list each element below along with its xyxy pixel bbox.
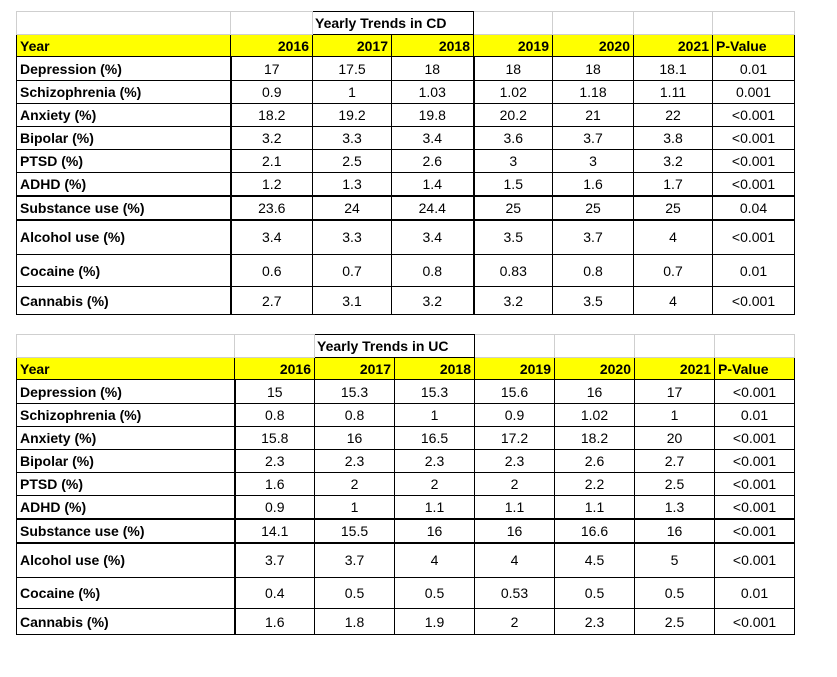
value-cell: 1.02 bbox=[555, 404, 635, 427]
value-cell: 15.3 bbox=[315, 380, 395, 404]
value-cell: 18 bbox=[474, 57, 553, 81]
table-row bbox=[17, 255, 795, 287]
value-cell: 15 bbox=[235, 380, 315, 404]
value-cell: 3.4 bbox=[231, 220, 313, 255]
p-value-cell: <0.001 bbox=[713, 173, 795, 196]
value-cell: 24 bbox=[313, 196, 392, 220]
row-label: Alcohol use (%) bbox=[17, 220, 231, 255]
row-label: Substance use (%) bbox=[17, 519, 235, 543]
row-label: Bipolar (%) bbox=[17, 450, 235, 473]
blank-cell bbox=[635, 335, 715, 358]
p-value-cell: 0.04 bbox=[713, 196, 795, 220]
value-cell: 1.2 bbox=[231, 173, 313, 196]
row-label: Substance use (%) bbox=[17, 196, 231, 220]
p-value-cell: 0.001 bbox=[713, 81, 795, 104]
value-cell: 2.5 bbox=[635, 609, 715, 635]
header-2017: 2017 bbox=[315, 358, 395, 380]
p-value-cell: 0.01 bbox=[715, 578, 795, 609]
value-cell: 1.1 bbox=[555, 496, 635, 519]
header-row bbox=[17, 35, 795, 57]
blank-cell bbox=[17, 12, 231, 35]
value-cell: 18.2 bbox=[231, 104, 313, 127]
row-label: Cannabis (%) bbox=[17, 287, 231, 315]
value-cell: 2.6 bbox=[392, 150, 474, 173]
value-cell: 2 bbox=[475, 473, 555, 496]
value-cell: 3.2 bbox=[392, 287, 474, 315]
value-cell: 18 bbox=[392, 57, 474, 81]
header-year: Year bbox=[17, 358, 235, 380]
table-row bbox=[17, 519, 795, 543]
header-2021: 2021 bbox=[635, 358, 715, 380]
table-row bbox=[17, 609, 795, 635]
value-cell: 17 bbox=[231, 57, 313, 81]
value-cell: 2.3 bbox=[235, 450, 315, 473]
row-label: ADHD (%) bbox=[17, 173, 231, 196]
value-cell: 0.8 bbox=[315, 404, 395, 427]
value-cell: 1.6 bbox=[553, 173, 634, 196]
table-row bbox=[17, 450, 795, 473]
value-cell: 0.9 bbox=[475, 404, 555, 427]
p-value-cell: <0.001 bbox=[715, 380, 795, 404]
value-cell: 1.11 bbox=[634, 81, 713, 104]
value-cell: 3.4 bbox=[392, 127, 474, 150]
value-cell: 2.6 bbox=[555, 450, 635, 473]
header-year: Year bbox=[17, 35, 231, 57]
value-cell: 3 bbox=[474, 150, 553, 173]
value-cell: 2.1 bbox=[231, 150, 313, 173]
table-row bbox=[17, 404, 795, 427]
value-cell: 4 bbox=[475, 543, 555, 578]
value-cell: 15.6 bbox=[475, 380, 555, 404]
value-cell: 3.7 bbox=[315, 543, 395, 578]
row-label: PTSD (%) bbox=[17, 150, 231, 173]
table-title: Yearly Trends in CD bbox=[313, 12, 474, 35]
p-value-cell: <0.001 bbox=[715, 519, 795, 543]
p-value-cell: <0.001 bbox=[715, 609, 795, 635]
value-cell: 1.1 bbox=[475, 496, 555, 519]
value-cell: 0.53 bbox=[475, 578, 555, 609]
table-title-row bbox=[17, 335, 795, 358]
value-cell: 18 bbox=[553, 57, 634, 81]
value-cell: 0.5 bbox=[315, 578, 395, 609]
value-cell: 15.5 bbox=[315, 519, 395, 543]
value-cell: 0.8 bbox=[553, 255, 634, 287]
value-cell: 0.8 bbox=[235, 404, 315, 427]
value-cell: 2.3 bbox=[315, 450, 395, 473]
value-cell: 16.5 bbox=[395, 427, 475, 450]
value-cell: 3.7 bbox=[553, 220, 634, 255]
row-label: Cocaine (%) bbox=[17, 578, 235, 609]
value-cell: 3.2 bbox=[634, 150, 713, 173]
table-row bbox=[17, 196, 795, 220]
header-2019: 2019 bbox=[474, 35, 553, 57]
value-cell: 2.7 bbox=[635, 450, 715, 473]
blank-cell bbox=[231, 12, 313, 35]
value-cell: 0.5 bbox=[395, 578, 475, 609]
value-cell: 0.5 bbox=[555, 578, 635, 609]
cd-trends-table bbox=[16, 11, 795, 315]
table-row bbox=[17, 543, 795, 578]
value-cell: 2.3 bbox=[475, 450, 555, 473]
value-cell: 0.83 bbox=[474, 255, 553, 287]
row-label: Bipolar (%) bbox=[17, 127, 231, 150]
value-cell: 23.6 bbox=[231, 196, 313, 220]
p-value-cell: <0.001 bbox=[713, 287, 795, 315]
table-row bbox=[17, 427, 795, 450]
row-label: Depression (%) bbox=[17, 380, 235, 404]
value-cell: 0.8 bbox=[392, 255, 474, 287]
row-label: Depression (%) bbox=[17, 57, 231, 81]
header-2018: 2018 bbox=[395, 358, 475, 380]
value-cell: 1 bbox=[395, 404, 475, 427]
value-cell: 24.4 bbox=[392, 196, 474, 220]
table-row bbox=[17, 380, 795, 404]
value-cell: 1 bbox=[635, 404, 715, 427]
p-value-cell: <0.001 bbox=[715, 543, 795, 578]
value-cell: 1.18 bbox=[553, 81, 634, 104]
p-value-cell: <0.001 bbox=[713, 104, 795, 127]
value-cell: 16 bbox=[475, 519, 555, 543]
value-cell: 3.3 bbox=[313, 220, 392, 255]
value-cell: 3.1 bbox=[313, 287, 392, 315]
value-cell: 25 bbox=[634, 196, 713, 220]
value-cell: 1.02 bbox=[474, 81, 553, 104]
value-cell: 25 bbox=[553, 196, 634, 220]
header-2020: 2020 bbox=[553, 35, 634, 57]
value-cell: 1.6 bbox=[235, 609, 315, 635]
value-cell: 4 bbox=[634, 220, 713, 255]
row-label: ADHD (%) bbox=[17, 496, 235, 519]
value-cell: 16 bbox=[555, 380, 635, 404]
blank-cell bbox=[713, 12, 795, 35]
value-cell: 2.5 bbox=[313, 150, 392, 173]
value-cell: 0.9 bbox=[231, 81, 313, 104]
table-row bbox=[17, 81, 795, 104]
table-row bbox=[17, 287, 795, 315]
uc-trends-table bbox=[16, 334, 795, 635]
value-cell: 18.1 bbox=[634, 57, 713, 81]
header-2021: 2021 bbox=[634, 35, 713, 57]
blank-cell bbox=[474, 12, 553, 35]
value-cell: 1.03 bbox=[392, 81, 474, 104]
blank-cell bbox=[555, 335, 635, 358]
table-row bbox=[17, 127, 795, 150]
value-cell: 25 bbox=[474, 196, 553, 220]
p-value-cell: 0.01 bbox=[713, 255, 795, 287]
value-cell: 2.5 bbox=[635, 473, 715, 496]
p-value-cell: 0.01 bbox=[715, 404, 795, 427]
value-cell: 1.8 bbox=[315, 609, 395, 635]
table-title: Yearly Trends in UC bbox=[315, 335, 475, 358]
row-label: Cannabis (%) bbox=[17, 609, 235, 635]
value-cell: 0.4 bbox=[235, 578, 315, 609]
value-cell: 15.3 bbox=[395, 380, 475, 404]
value-cell: 17 bbox=[635, 380, 715, 404]
header-2020: 2020 bbox=[555, 358, 635, 380]
value-cell: 2 bbox=[315, 473, 395, 496]
table-row bbox=[17, 57, 795, 81]
header-p-value: P-Value bbox=[715, 358, 795, 380]
header-2019: 2019 bbox=[475, 358, 555, 380]
p-value-cell: <0.001 bbox=[715, 496, 795, 519]
header-2017: 2017 bbox=[313, 35, 392, 57]
row-label: Schizophrenia (%) bbox=[17, 404, 235, 427]
table-row bbox=[17, 173, 795, 196]
value-cell: 19.8 bbox=[392, 104, 474, 127]
table-row bbox=[17, 496, 795, 519]
value-cell: 16 bbox=[635, 519, 715, 543]
value-cell: 16.6 bbox=[555, 519, 635, 543]
value-cell: 18.2 bbox=[555, 427, 635, 450]
value-cell: 3.5 bbox=[553, 287, 634, 315]
p-value-cell: <0.001 bbox=[713, 150, 795, 173]
value-cell: 5 bbox=[635, 543, 715, 578]
value-cell: 4.5 bbox=[555, 543, 635, 578]
p-value-cell: 0.01 bbox=[713, 57, 795, 81]
value-cell: 3.2 bbox=[231, 127, 313, 150]
value-cell: 14.1 bbox=[235, 519, 315, 543]
value-cell: 0.7 bbox=[313, 255, 392, 287]
value-cell: 3 bbox=[553, 150, 634, 173]
value-cell: 2.3 bbox=[395, 450, 475, 473]
value-cell: 3.3 bbox=[313, 127, 392, 150]
value-cell: 2.2 bbox=[555, 473, 635, 496]
value-cell: 16 bbox=[315, 427, 395, 450]
p-value-cell: <0.001 bbox=[715, 450, 795, 473]
value-cell: 20.2 bbox=[474, 104, 553, 127]
value-cell: 3.5 bbox=[474, 220, 553, 255]
value-cell: 2.7 bbox=[231, 287, 313, 315]
row-label: Alcohol use (%) bbox=[17, 543, 235, 578]
value-cell: 2 bbox=[395, 473, 475, 496]
value-cell: 21 bbox=[553, 104, 634, 127]
blank-cell bbox=[715, 335, 795, 358]
value-cell: 17.5 bbox=[313, 57, 392, 81]
value-cell: 1.6 bbox=[235, 473, 315, 496]
value-cell: 20 bbox=[635, 427, 715, 450]
value-cell: 3.8 bbox=[634, 127, 713, 150]
row-label: Cocaine (%) bbox=[17, 255, 231, 287]
value-cell: 1.3 bbox=[635, 496, 715, 519]
header-row bbox=[17, 358, 795, 380]
row-label: Anxiety (%) bbox=[17, 427, 235, 450]
value-cell: 3.7 bbox=[235, 543, 315, 578]
p-value-cell: <0.001 bbox=[713, 127, 795, 150]
header-2018: 2018 bbox=[392, 35, 474, 57]
header-p-value: P-Value bbox=[713, 35, 795, 57]
value-cell: 17.2 bbox=[475, 427, 555, 450]
value-cell: 2.3 bbox=[555, 609, 635, 635]
value-cell: 1.9 bbox=[395, 609, 475, 635]
value-cell: 16 bbox=[395, 519, 475, 543]
value-cell: 3.4 bbox=[392, 220, 474, 255]
value-cell: 2 bbox=[475, 609, 555, 635]
value-cell: 15.8 bbox=[235, 427, 315, 450]
value-cell: 3.2 bbox=[474, 287, 553, 315]
value-cell: 3.6 bbox=[474, 127, 553, 150]
value-cell: 3.7 bbox=[553, 127, 634, 150]
row-label: PTSD (%) bbox=[17, 473, 235, 496]
value-cell: 1 bbox=[315, 496, 395, 519]
blank-cell bbox=[17, 335, 235, 358]
value-cell: 0.6 bbox=[231, 255, 313, 287]
value-cell: 4 bbox=[395, 543, 475, 578]
row-label: Anxiety (%) bbox=[17, 104, 231, 127]
value-cell: 1.4 bbox=[392, 173, 474, 196]
p-value-cell: <0.001 bbox=[715, 427, 795, 450]
table-row bbox=[17, 150, 795, 173]
value-cell: 0.9 bbox=[235, 496, 315, 519]
p-value-cell: <0.001 bbox=[713, 220, 795, 255]
value-cell: 1.1 bbox=[395, 496, 475, 519]
table-row bbox=[17, 220, 795, 255]
table-row bbox=[17, 473, 795, 496]
value-cell: 22 bbox=[634, 104, 713, 127]
table-row bbox=[17, 578, 795, 609]
value-cell: 1.5 bbox=[474, 173, 553, 196]
value-cell: 4 bbox=[634, 287, 713, 315]
table-title-row bbox=[17, 12, 795, 35]
blank-cell bbox=[475, 335, 555, 358]
p-value-cell: <0.001 bbox=[715, 473, 795, 496]
table-row bbox=[17, 104, 795, 127]
blank-cell bbox=[553, 12, 634, 35]
value-cell: 0.7 bbox=[634, 255, 713, 287]
blank-cell bbox=[235, 335, 315, 358]
header-2016: 2016 bbox=[235, 358, 315, 380]
blank-cell bbox=[634, 12, 713, 35]
value-cell: 1.3 bbox=[313, 173, 392, 196]
value-cell: 19.2 bbox=[313, 104, 392, 127]
value-cell: 0.5 bbox=[635, 578, 715, 609]
row-label: Schizophrenia (%) bbox=[17, 81, 231, 104]
header-2016: 2016 bbox=[231, 35, 313, 57]
value-cell: 1.7 bbox=[634, 173, 713, 196]
value-cell: 1 bbox=[313, 81, 392, 104]
